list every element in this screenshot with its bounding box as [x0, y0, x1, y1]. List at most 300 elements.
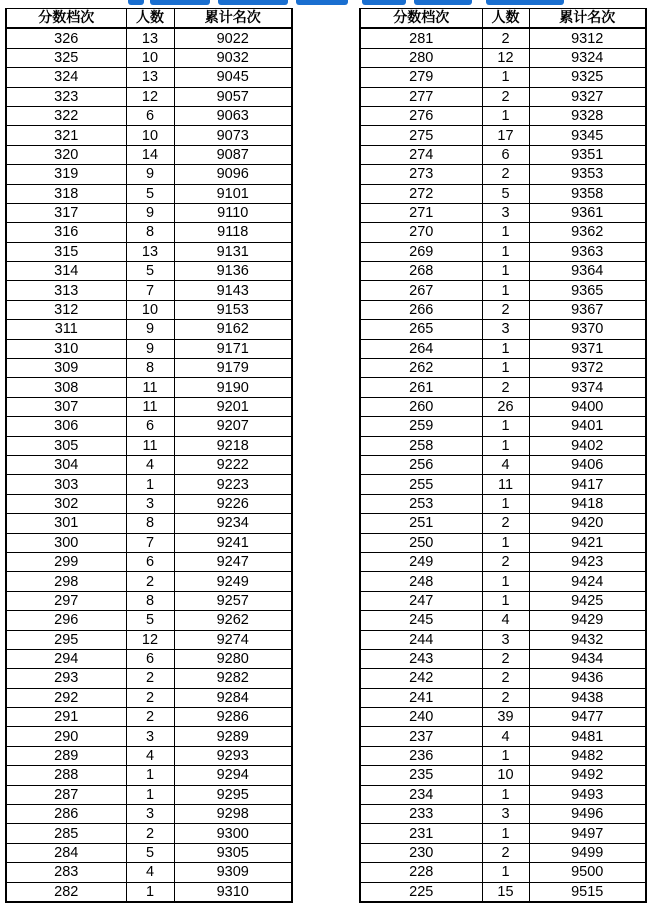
table-row — [360, 300, 646, 319]
score-cell: 326 — [6, 28, 126, 48]
count-cell: 8 — [126, 223, 174, 242]
score-cell: 322 — [6, 106, 126, 125]
count-cell: 1 — [126, 785, 174, 804]
count-cell: 2 — [126, 572, 174, 591]
cumulative-rank-cell: 9436 — [529, 669, 646, 688]
score-cell: 255 — [360, 475, 482, 494]
cumulative-rank-cell: 9312 — [529, 28, 646, 48]
cumulative-rank-cell: 9294 — [174, 766, 292, 785]
table-row — [6, 126, 292, 145]
table-row — [6, 242, 292, 261]
count-cell: 3 — [126, 805, 174, 824]
score-cell: 313 — [6, 281, 126, 300]
cumulative-rank-cell: 9249 — [174, 572, 292, 591]
score-cell: 264 — [360, 339, 482, 358]
score-cell: 244 — [360, 630, 482, 649]
score-cell: 308 — [6, 378, 126, 397]
table-row — [6, 669, 292, 688]
table-row — [6, 863, 292, 882]
count-cell: 10 — [482, 766, 529, 785]
count-cell: 6 — [126, 106, 174, 125]
cumulative-rank-cell: 9101 — [174, 184, 292, 203]
count-cell: 2 — [482, 300, 529, 319]
count-cell: 2 — [482, 843, 529, 862]
count-cell: 1 — [126, 882, 174, 902]
count-cell: 4 — [482, 455, 529, 474]
count-cell: 1 — [482, 591, 529, 610]
table-row — [6, 359, 292, 378]
table-row — [360, 184, 646, 203]
score-cell: 295 — [6, 630, 126, 649]
count-cell: 6 — [126, 552, 174, 571]
score-cell: 292 — [6, 688, 126, 707]
header-score: 分数档次 — [6, 9, 126, 29]
cropped-title-strip — [0, 0, 651, 8]
count-cell: 5 — [126, 611, 174, 630]
cumulative-rank-cell: 9022 — [174, 28, 292, 48]
score-cell: 275 — [360, 126, 482, 145]
cumulative-rank-cell: 9282 — [174, 669, 292, 688]
table-row — [6, 184, 292, 203]
count-cell: 12 — [482, 48, 529, 67]
score-cell: 304 — [6, 455, 126, 474]
score-cell: 266 — [360, 300, 482, 319]
cumulative-rank-cell: 9234 — [174, 514, 292, 533]
score-cell: 272 — [360, 184, 482, 203]
table-row — [6, 203, 292, 222]
count-cell: 8 — [126, 359, 174, 378]
title-fragment — [362, 0, 406, 5]
count-cell: 3 — [482, 320, 529, 339]
cumulative-rank-cell: 9309 — [174, 863, 292, 882]
cumulative-rank-cell: 9481 — [529, 727, 646, 746]
count-cell: 10 — [126, 126, 174, 145]
cumulative-rank-cell: 9171 — [174, 339, 292, 358]
cumulative-rank-cell: 9358 — [529, 184, 646, 203]
cumulative-rank-cell: 9032 — [174, 48, 292, 67]
score-cell: 269 — [360, 242, 482, 261]
score-cell: 291 — [6, 708, 126, 727]
cumulative-rank-cell: 9222 — [174, 455, 292, 474]
cumulative-rank-cell: 9218 — [174, 436, 292, 455]
cumulative-rank-cell: 9131 — [174, 242, 292, 261]
score-cell: 225 — [360, 882, 482, 902]
cumulative-rank-cell: 9284 — [174, 688, 292, 707]
count-cell: 2 — [482, 649, 529, 668]
count-cell: 2 — [482, 669, 529, 688]
cumulative-rank-cell: 9423 — [529, 552, 646, 571]
count-cell: 5 — [126, 843, 174, 862]
table-row — [360, 766, 646, 785]
table-row — [6, 552, 292, 571]
count-cell: 4 — [126, 455, 174, 474]
score-cell: 302 — [6, 494, 126, 513]
count-cell: 5 — [482, 184, 529, 203]
score-cell: 287 — [6, 785, 126, 804]
cumulative-rank-cell: 9201 — [174, 397, 292, 416]
cumulative-rank-cell: 9298 — [174, 805, 292, 824]
table-row — [6, 843, 292, 862]
score-cell: 316 — [6, 223, 126, 242]
count-cell: 1 — [482, 533, 529, 552]
count-cell: 5 — [126, 184, 174, 203]
table-row — [360, 494, 646, 513]
count-cell: 1 — [482, 359, 529, 378]
cumulative-rank-cell: 9136 — [174, 262, 292, 281]
count-cell: 2 — [482, 514, 529, 533]
table-row — [360, 203, 646, 222]
header-count: 人数 — [482, 9, 529, 29]
count-cell: 2 — [482, 552, 529, 571]
table-row — [360, 436, 646, 455]
cumulative-rank-cell: 9345 — [529, 126, 646, 145]
count-cell: 6 — [482, 145, 529, 164]
score-cell: 284 — [6, 843, 126, 862]
count-cell: 2 — [482, 28, 529, 48]
cumulative-rank-cell: 9241 — [174, 533, 292, 552]
count-cell: 3 — [482, 805, 529, 824]
score-cell: 242 — [360, 669, 482, 688]
cumulative-rank-cell: 9328 — [529, 106, 646, 125]
count-cell: 1 — [482, 106, 529, 125]
table-row — [360, 514, 646, 533]
table-row — [6, 494, 292, 513]
table-row — [360, 417, 646, 436]
cumulative-rank-cell: 9310 — [174, 882, 292, 902]
table-row — [6, 262, 292, 281]
score-cell: 230 — [360, 843, 482, 862]
table-row — [6, 436, 292, 455]
table-row — [360, 824, 646, 843]
count-cell: 3 — [482, 203, 529, 222]
table-row — [6, 417, 292, 436]
table-row — [6, 785, 292, 804]
table-row — [6, 28, 292, 48]
cumulative-rank-cell: 9429 — [529, 611, 646, 630]
count-cell: 1 — [482, 746, 529, 765]
cumulative-rank-cell: 9087 — [174, 145, 292, 164]
score-cell: 310 — [6, 339, 126, 358]
score-cell: 297 — [6, 591, 126, 610]
table-row — [6, 48, 292, 67]
score-cell: 271 — [360, 203, 482, 222]
cumulative-rank-cell: 9274 — [174, 630, 292, 649]
score-cell: 314 — [6, 262, 126, 281]
table-row — [360, 320, 646, 339]
cumulative-rank-cell: 9324 — [529, 48, 646, 67]
cumulative-rank-cell: 9143 — [174, 281, 292, 300]
count-cell: 14 — [126, 145, 174, 164]
table-row — [360, 455, 646, 474]
table-row — [6, 281, 292, 300]
table-row — [6, 533, 292, 552]
title-fragment — [150, 0, 210, 5]
cumulative-rank-cell: 9367 — [529, 300, 646, 319]
count-cell: 12 — [126, 87, 174, 106]
count-cell: 2 — [126, 824, 174, 843]
score-cell: 288 — [6, 766, 126, 785]
count-cell: 2 — [126, 708, 174, 727]
score-cell: 283 — [6, 863, 126, 882]
cumulative-rank-cell: 9400 — [529, 397, 646, 416]
count-cell: 8 — [126, 591, 174, 610]
count-cell: 2 — [482, 378, 529, 397]
title-fragment — [414, 0, 472, 5]
header-row — [360, 9, 646, 29]
score-cell: 276 — [360, 106, 482, 125]
table-row — [6, 68, 292, 87]
score-cell: 303 — [6, 475, 126, 494]
table-row — [6, 300, 292, 319]
count-cell: 3 — [126, 727, 174, 746]
cumulative-rank-cell: 9361 — [529, 203, 646, 222]
count-cell: 4 — [482, 611, 529, 630]
count-cell: 1 — [482, 863, 529, 882]
table-row — [360, 591, 646, 610]
score-cell: 317 — [6, 203, 126, 222]
score-cell: 247 — [360, 591, 482, 610]
table-row — [360, 572, 646, 591]
table-row — [6, 649, 292, 668]
table-row — [360, 397, 646, 416]
count-cell: 39 — [482, 708, 529, 727]
score-cell: 260 — [360, 397, 482, 416]
table-row — [6, 106, 292, 125]
table-row — [360, 339, 646, 358]
table-row — [360, 611, 646, 630]
score-cell: 293 — [6, 669, 126, 688]
table-row — [6, 824, 292, 843]
table-row — [6, 611, 292, 630]
table-row — [6, 320, 292, 339]
score-cell: 258 — [360, 436, 482, 455]
cumulative-rank-cell: 9351 — [529, 145, 646, 164]
score-cell: 300 — [6, 533, 126, 552]
table-row — [360, 649, 646, 668]
table-row — [360, 727, 646, 746]
count-cell: 2 — [482, 165, 529, 184]
cumulative-rank-cell: 9420 — [529, 514, 646, 533]
cumulative-rank-cell: 9497 — [529, 824, 646, 843]
score-cell: 234 — [360, 785, 482, 804]
count-cell: 5 — [126, 262, 174, 281]
cumulative-rank-cell: 9300 — [174, 824, 292, 843]
cumulative-rank-cell: 9425 — [529, 591, 646, 610]
table-row — [6, 630, 292, 649]
table-row — [360, 126, 646, 145]
cumulative-rank-cell: 9118 — [174, 223, 292, 242]
score-cell: 312 — [6, 300, 126, 319]
table-row — [6, 766, 292, 785]
score-cell: 233 — [360, 805, 482, 824]
score-cell: 305 — [6, 436, 126, 455]
cumulative-rank-cell: 9374 — [529, 378, 646, 397]
table-row — [6, 145, 292, 164]
count-cell: 6 — [126, 417, 174, 436]
count-cell: 11 — [126, 397, 174, 416]
table-row — [360, 165, 646, 184]
score-cell: 259 — [360, 417, 482, 436]
table-row — [6, 727, 292, 746]
score-cell: 318 — [6, 184, 126, 203]
cumulative-rank-cell: 9110 — [174, 203, 292, 222]
cumulative-rank-cell: 9305 — [174, 843, 292, 862]
title-fragment — [296, 0, 348, 5]
count-cell: 7 — [126, 533, 174, 552]
cumulative-rank-cell: 9223 — [174, 475, 292, 494]
table-row — [6, 455, 292, 474]
score-cell: 321 — [6, 126, 126, 145]
table-row — [6, 882, 292, 902]
score-cell: 236 — [360, 746, 482, 765]
title-fragment — [128, 0, 144, 5]
count-cell: 1 — [482, 494, 529, 513]
cumulative-rank-cell: 9063 — [174, 106, 292, 125]
count-cell: 2 — [126, 669, 174, 688]
table-row — [360, 145, 646, 164]
count-cell: 9 — [126, 339, 174, 358]
cumulative-rank-cell: 9492 — [529, 766, 646, 785]
header-rank: 累计名次 — [529, 9, 646, 29]
cumulative-rank-cell: 9179 — [174, 359, 292, 378]
table-row — [6, 591, 292, 610]
count-cell: 7 — [126, 281, 174, 300]
score-cell: 307 — [6, 397, 126, 416]
title-fragment — [486, 0, 564, 5]
cumulative-rank-cell: 9515 — [529, 882, 646, 902]
count-cell: 3 — [126, 494, 174, 513]
count-cell: 11 — [482, 475, 529, 494]
score-cell: 315 — [6, 242, 126, 261]
header-row — [6, 9, 292, 29]
score-cell: 248 — [360, 572, 482, 591]
header-rank: 累计名次 — [174, 9, 292, 29]
count-cell: 4 — [126, 863, 174, 882]
table-row — [360, 630, 646, 649]
count-cell: 2 — [482, 87, 529, 106]
score-cell: 243 — [360, 649, 482, 668]
score-cell: 309 — [6, 359, 126, 378]
cumulative-rank-cell: 9432 — [529, 630, 646, 649]
count-cell: 1 — [482, 417, 529, 436]
score-cell: 311 — [6, 320, 126, 339]
count-cell: 11 — [126, 378, 174, 397]
count-cell: 15 — [482, 882, 529, 902]
table-row — [360, 242, 646, 261]
table-row — [360, 669, 646, 688]
table-row — [360, 805, 646, 824]
cumulative-rank-cell: 9057 — [174, 87, 292, 106]
count-cell: 4 — [482, 727, 529, 746]
table-row — [360, 785, 646, 804]
score-cell: 286 — [6, 805, 126, 824]
score-cell: 274 — [360, 145, 482, 164]
cumulative-rank-cell: 9363 — [529, 242, 646, 261]
cumulative-rank-cell: 9493 — [529, 785, 646, 804]
cumulative-rank-cell: 9365 — [529, 281, 646, 300]
score-table-right — [359, 8, 647, 903]
count-cell: 2 — [482, 688, 529, 707]
cumulative-rank-cell: 9325 — [529, 68, 646, 87]
table-row — [360, 863, 646, 882]
count-cell: 17 — [482, 126, 529, 145]
score-cell: 267 — [360, 281, 482, 300]
count-cell: 9 — [126, 320, 174, 339]
score-cell: 268 — [360, 262, 482, 281]
table-row — [360, 533, 646, 552]
cumulative-rank-cell: 9190 — [174, 378, 292, 397]
cumulative-rank-cell: 9401 — [529, 417, 646, 436]
table-row — [6, 87, 292, 106]
count-cell: 12 — [126, 630, 174, 649]
score-cell: 253 — [360, 494, 482, 513]
count-cell: 9 — [126, 165, 174, 184]
score-cell: 301 — [6, 514, 126, 533]
cumulative-rank-cell: 9364 — [529, 262, 646, 281]
score-cell: 306 — [6, 417, 126, 436]
cumulative-rank-cell: 9434 — [529, 649, 646, 668]
score-cell: 273 — [360, 165, 482, 184]
score-cell: 250 — [360, 533, 482, 552]
score-cell: 240 — [360, 708, 482, 727]
score-cell: 296 — [6, 611, 126, 630]
count-cell: 9 — [126, 203, 174, 222]
score-cell: 265 — [360, 320, 482, 339]
cumulative-rank-cell: 9370 — [529, 320, 646, 339]
cumulative-rank-cell: 9417 — [529, 475, 646, 494]
count-cell: 26 — [482, 397, 529, 416]
table-row — [6, 805, 292, 824]
count-cell: 4 — [126, 746, 174, 765]
table-row — [360, 475, 646, 494]
score-cell: 256 — [360, 455, 482, 474]
score-cell: 320 — [6, 145, 126, 164]
table-row — [360, 87, 646, 106]
score-cell: 281 — [360, 28, 482, 48]
cumulative-rank-cell: 9424 — [529, 572, 646, 591]
score-cell: 249 — [360, 552, 482, 571]
cumulative-rank-cell: 9371 — [529, 339, 646, 358]
cumulative-rank-cell: 9438 — [529, 688, 646, 707]
score-cell: 261 — [360, 378, 482, 397]
cumulative-rank-cell: 9153 — [174, 300, 292, 319]
table-row — [360, 708, 646, 727]
cumulative-rank-cell: 9293 — [174, 746, 292, 765]
cumulative-rank-cell: 9096 — [174, 165, 292, 184]
cumulative-rank-cell: 9353 — [529, 165, 646, 184]
count-cell: 10 — [126, 48, 174, 67]
score-cell: 270 — [360, 223, 482, 242]
table-row — [6, 223, 292, 242]
table-row — [360, 48, 646, 67]
score-cell: 298 — [6, 572, 126, 591]
cumulative-rank-cell: 9500 — [529, 863, 646, 882]
score-cell: 241 — [360, 688, 482, 707]
count-cell: 13 — [126, 28, 174, 48]
count-cell: 10 — [126, 300, 174, 319]
table-row — [6, 572, 292, 591]
cumulative-rank-cell: 9327 — [529, 87, 646, 106]
count-cell: 1 — [482, 223, 529, 242]
table-row — [6, 475, 292, 494]
cumulative-rank-cell: 9162 — [174, 320, 292, 339]
table-row — [6, 339, 292, 358]
table-row — [6, 708, 292, 727]
cumulative-rank-cell: 9421 — [529, 533, 646, 552]
table-row — [360, 843, 646, 862]
score-cell: 280 — [360, 48, 482, 67]
count-cell: 1 — [482, 436, 529, 455]
